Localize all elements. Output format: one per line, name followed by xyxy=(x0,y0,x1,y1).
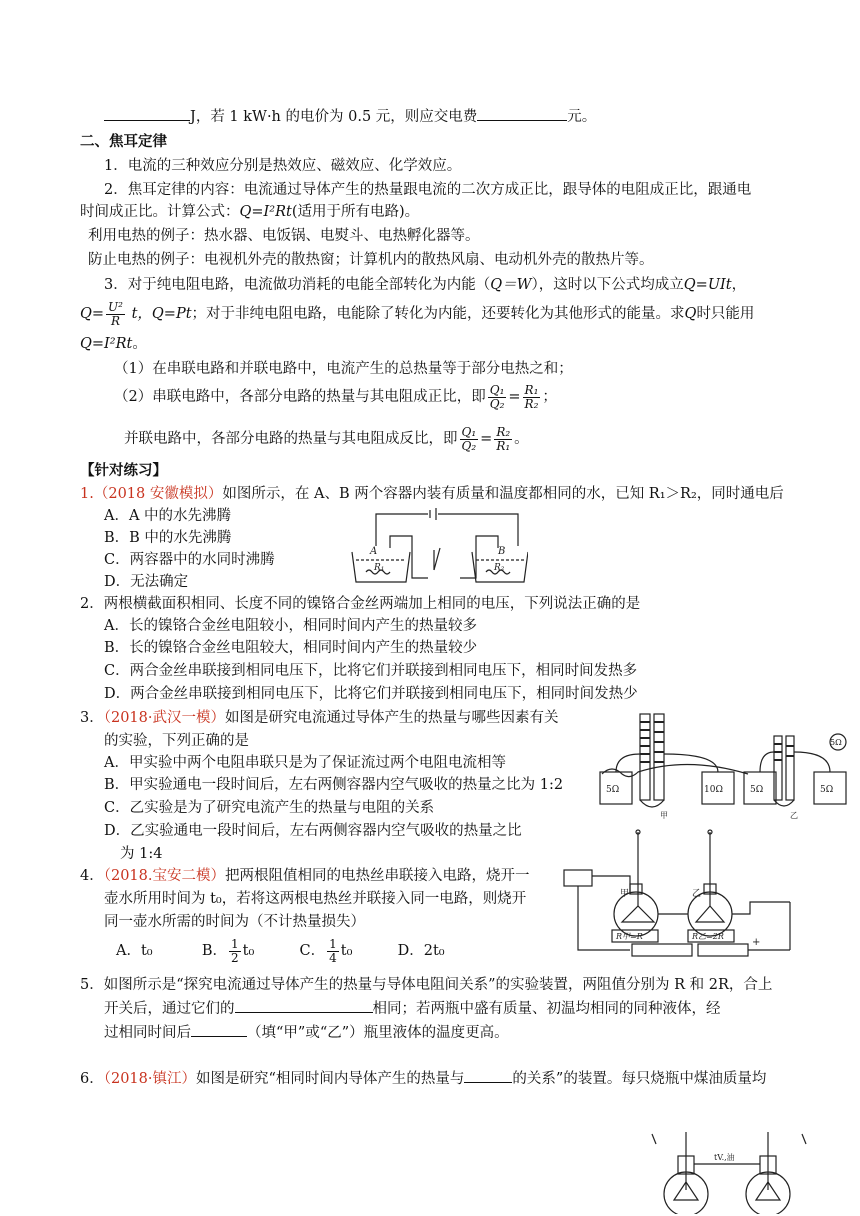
resistance-label: R甲=R xyxy=(616,932,643,941)
question-6: 6．（2018·镇江）如图是研究“相同时间内导体产生的热量与 的关系”的装置。每只烧瓶中煤油质量均 xyxy=(80,1068,766,1089)
option: B．甲实验通电一段时间后，左右两侧容器内空气吸收的热量之比为 1:2 xyxy=(104,777,564,793)
question-4-cont: 壶水所用时间为 t₀，若将这两根电热丝并联接入同一电路，则烧开 xyxy=(104,891,527,907)
container-b-label: B xyxy=(498,546,506,557)
paragraph: 时间成正比。计算公式：Q=I²Rt(适用于所有电路)。 xyxy=(80,204,420,220)
figure-label: tV.,油 xyxy=(714,1153,735,1162)
resistor-label: 5Ω xyxy=(750,785,764,795)
fraction: $\frac{\text{U²}}{R}$ xyxy=(108,299,123,328)
container-a-label: A xyxy=(370,546,378,557)
section-title: 二、焦耳定律 xyxy=(80,133,167,150)
paragraph: 1．电流的三种效应分别是热效应、磁效应、化学效应。 xyxy=(104,158,462,174)
resistor-label: 5Ω xyxy=(830,738,842,747)
q4-experiment-figure xyxy=(560,826,808,962)
resistor-r1-label: R₁ xyxy=(374,563,385,573)
q1-circuit-figure xyxy=(348,508,528,590)
question-5: 5．如图所示是“探究电流通过导体产生的热量与导体电阻间关系”的实验装置，两阻值分别为 R 和 2R，合上 xyxy=(80,977,773,993)
answer-blank xyxy=(104,106,190,121)
practice-title: 【针对练习】 xyxy=(80,462,167,479)
option: D．无法确定 xyxy=(104,574,189,590)
paragraph: 利用电热的例子：热水器、电饭锅、电熨斗、电热孵化器等。 xyxy=(88,228,480,244)
paragraph: 3．对于纯电阻电路，电流做功消耗的电能全部转化为内能（Q＝W），这时以下公式均成立Q=UIt， xyxy=(104,277,747,293)
question-5-cont: 过相同时间后 （填“甲”或“乙”）瓶里液体的温度更高。 xyxy=(104,1022,509,1043)
question-5-cont: 开关后，通过它们的 相同；若两瓶中盛有质量、初温均相同的同种液体，经 xyxy=(104,998,721,1019)
figure-label-yi: 乙 xyxy=(790,811,798,820)
answer-blank xyxy=(477,106,567,121)
paragraph: Q= $\frac{\text{U²}}{R}$ t，Q=Pt；对于非纯电阻电路，电能除了转化为内能，还要转化为其他形式的能量。求Q时只能用 xyxy=(80,299,755,328)
answer-blank xyxy=(464,1068,512,1083)
question-3-cont: 的实验，下列正确的是 xyxy=(104,733,249,749)
answer-blank xyxy=(191,1022,247,1037)
option: C．两容器中的水同时沸腾 xyxy=(104,552,275,568)
paragraph: 并联电路中，各部分电路的热量与其电阻成反比，即 $\frac{\text{Q₁}}{\text{Q₂}}$ = $\frac{\text{R₂}}{\text{R₁}}$ 。 xyxy=(124,424,529,453)
option: C．乙实验是为了研究电流产生的热量与电阻的关系 xyxy=(104,800,435,816)
option: A．长的镍铬合金丝电阻较小，相同时间内产生的热量较多 xyxy=(104,618,477,634)
paragraph: （1）在串联电路和并联电路中，电流产生的总热量等于部分电热之和； xyxy=(114,361,573,377)
flask-label-yi: 乙 xyxy=(692,889,702,899)
top-line: J，若 1 kW·h 的电价为 0.5 元，则应交电费 元。 xyxy=(104,106,596,127)
question-4: 4．（2018.宝安二模）把两根阻值相同的电热丝串联接入电路，烧开一 xyxy=(80,868,530,884)
option: B．长的镍铬合金丝电阻较大，相同时间内产生的热量较少 xyxy=(104,640,478,656)
paragraph: Q=I²Rt。 xyxy=(80,336,147,352)
q3-experiment-figure xyxy=(592,712,854,822)
resistor-r2-label: R₂ xyxy=(494,563,505,573)
q4-options: A．t₀ B． $\frac{1}{2}$ t₀ C． $\frac{1}{4}$ t₀ D．2t₀ xyxy=(116,936,445,965)
option: C．两合金丝串联接到相同电压下，比将它们并联接到相同电压下，相同时间发热多 xyxy=(104,663,638,679)
option: D．乙实验通电一段时间后，左右两侧容器内空气吸收的热量之比 xyxy=(104,823,522,839)
resistor-label: 5Ω xyxy=(820,785,834,795)
option: A．甲实验中两个电阻串联只是为了保证流过两个电阻电流相等 xyxy=(104,755,506,771)
flask-label-jia: 甲 xyxy=(620,889,630,899)
option-cont: 为 1:4 xyxy=(120,846,163,862)
resistance-label: R乙=2R xyxy=(692,932,724,941)
paragraph: 2．焦耳定律的内容：电流通过导体产生的热量跟电流的二次方成正比，跟导体的电阻成正比，跟通电 xyxy=(104,182,752,198)
resistor-label: 10Ω xyxy=(704,785,723,795)
figure-label-jia: 甲 xyxy=(660,811,668,820)
question-4-cont: 同一壶水所需的时间为（不计热量损失） xyxy=(104,914,365,930)
option: B．B 中的水先沸腾 xyxy=(104,530,232,546)
option: A．A 中的水先沸腾 xyxy=(104,508,232,524)
resistor-label: 5Ω xyxy=(606,785,620,795)
question-1: 1.（2018 安徽模拟）如图所示，在 A、B 两个容器内装有质量和温度都相同的水，已知 R₁＞R₂，同时通电后 xyxy=(80,486,784,502)
option: D．两合金丝串联接到相同电压下，比将它们并联接到相同电压下，相同时间发热少 xyxy=(104,686,638,702)
question-3: 3．（2018·武汉一模）如图是研究电流通过导体产生的热量与哪些因素有关 xyxy=(80,710,559,726)
paragraph: （2）串联电路中，各部分电路的热量与其电阻成正比，即 $\frac{\text{Q₁}}{\text{Q₂}}$ = $\frac{\text{R₁}}{\text{R₂}}$ ； xyxy=(114,382,557,411)
plus-sign: + xyxy=(752,937,761,948)
answer-blank xyxy=(235,998,373,1013)
question-2: 2．两根横截面积相同、长度不同的镍铬合金丝两端加上相同的电压，下列说法正确的是 xyxy=(80,596,641,612)
paragraph: 防止电热的例子：电视机外壳的散热窗；计算机内的散热风扇、电动机外壳的散热片等。 xyxy=(88,252,654,268)
q6-experiment-figure xyxy=(640,1130,816,1214)
